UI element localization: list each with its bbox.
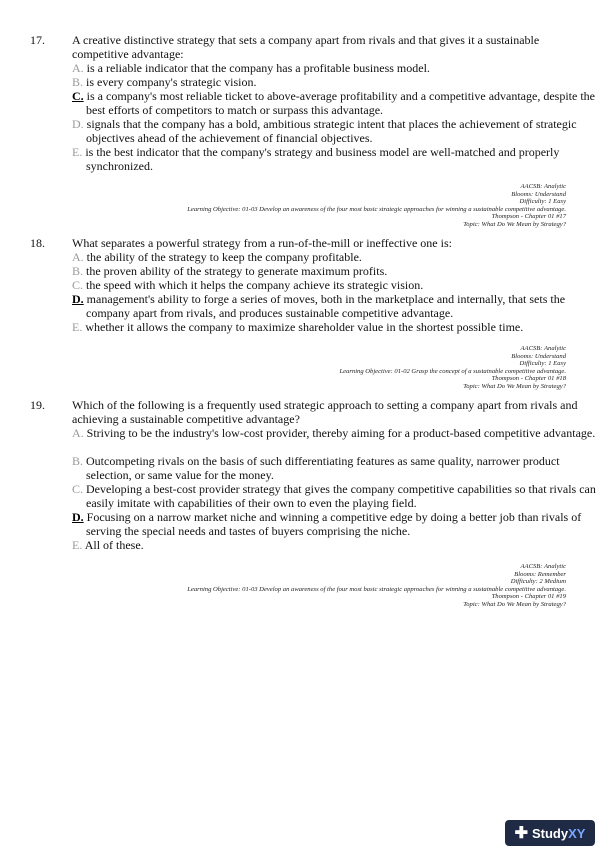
meta-line: Topic: What Do We Mean by Strategy? <box>463 382 566 390</box>
option-text: is a company's most reliable ticket to above-average profitability and a competitive advantage, despite the best efforts of competitors to match or surpass this advantage. <box>86 89 595 117</box>
option-letter: E. <box>72 320 83 334</box>
option-c-correct <box>72 89 596 117</box>
meta-line: Blooms: Remember <box>514 570 566 578</box>
option-b <box>72 75 582 89</box>
option-e <box>72 538 582 552</box>
option-letter: E. <box>72 145 83 159</box>
logo-text-accent: XY <box>568 825 586 841</box>
option-letter-correct: D. <box>72 510 84 524</box>
question-metadata <box>187 563 566 609</box>
option-d-correct <box>72 292 596 320</box>
option-letter: B. <box>72 454 84 468</box>
option-letter: B. <box>72 264 84 278</box>
option-text: Outcompeting rivals on the basis of such differentiating features as same quality, narrower product selection, or same value for the money. <box>86 454 560 482</box>
option-c <box>72 278 582 292</box>
option-text: Striving to be the industry's low-cost provider, thereby aiming for a product-based competitive advantage. <box>86 426 596 440</box>
meta-line: AACSB: Analytic <box>520 563 566 570</box>
option-letter-correct: D. <box>72 292 84 306</box>
option-d <box>72 117 596 145</box>
option-e <box>72 320 582 334</box>
option-letter: C. <box>72 482 84 496</box>
option-text: the proven ability of the strategy to generate maximum profits. <box>86 264 388 278</box>
logo-text-main: Study <box>531 825 569 841</box>
meta-line: Topic: What Do We Mean by Strategy? <box>463 600 566 608</box>
option-b <box>72 264 582 278</box>
meta-line: Thompson - Chapter 01 #18 <box>491 375 566 383</box>
option-b <box>72 454 596 482</box>
meta-line: Learning Objective: 01-03 Develop an awareness of the four most basic strategic approaches for winning a sustainable competitive advantage. <box>187 205 566 213</box>
option-letter: A. <box>72 250 84 264</box>
question-text: A creative distinctive strategy that sets a company apart from rivals and that gives it a sustainable competitive advantage: <box>72 33 540 61</box>
option-text: the ability of the strategy to keep the company profitable. <box>86 250 362 264</box>
meta-line: Difficulty: 1 Easy <box>519 360 566 368</box>
option-a <box>72 61 582 75</box>
option-text: Developing a best-cost provider strategy that gives the company competitive capabilities so that rivals can easily imitate with capabilities of their own to even the playing field. <box>86 482 596 510</box>
plus-icon: ✚ <box>514 825 528 842</box>
option-letter: E. <box>72 538 83 552</box>
option-text: is the best indicator that the company's strategy and business model are well-matched and properly synchronized. <box>85 145 560 173</box>
meta-line: Thompson - Chapter 01 #19 <box>491 593 566 601</box>
option-text: is every company's strategic vision. <box>86 75 257 89</box>
option-text: whether it allows the company to maximize shareholder value in the shortest possible time. <box>85 320 524 334</box>
question-metadata <box>187 183 566 229</box>
meta-line: Blooms: Understand <box>511 352 566 360</box>
option-text: All of these. <box>84 538 144 552</box>
option-letter: D. <box>72 117 84 131</box>
option-letter: C. <box>72 278 84 292</box>
meta-line: Learning Objective: 01-03 Develop an awareness of the four most basic strategic approaches for winning a sustainable competitive advantage. <box>187 585 566 593</box>
meta-line: Topic: What Do We Mean by Strategy? <box>463 220 566 228</box>
option-text: the speed with which it helps the company achieve its strategic vision. <box>86 278 424 292</box>
option-text: management's ability to forge a series of moves, both in the marketplace and internally, that sets the company apart from rivals, and produces sustainable competitive advantage. <box>86 292 566 320</box>
option-e <box>72 145 596 173</box>
option-letter: A. <box>72 426 84 440</box>
question-number: 18. <box>30 236 45 250</box>
option-text: is a reliable indicator that the company has a profitable business model. <box>86 61 430 75</box>
option-letter: B. <box>72 75 84 89</box>
meta-line: Learning Objective: 01-02 Grasp the concept of a sustainable competitive advantage. <box>339 367 566 375</box>
question-text: Which of the following is a frequently used strategic approach to setting a company apart from rivals and achieving a sustainable competitive advantage? <box>72 398 578 426</box>
meta-line: Blooms: Understand <box>511 190 566 198</box>
meta-line: Difficulty: 2 Medium <box>510 578 566 586</box>
option-a <box>72 250 582 264</box>
question-metadata <box>339 345 566 391</box>
option-d-correct <box>72 510 596 538</box>
question-number: 17. <box>30 33 45 47</box>
option-text: Focusing on a narrow market niche and winning a competitive edge by doing a better job than rivals of serving the special needs and tastes of buyers comprising the niche. <box>86 510 582 538</box>
meta-line: Thompson - Chapter 01 #17 <box>491 213 566 221</box>
question-number: 19. <box>30 398 45 412</box>
meta-line: AACSB: Analytic <box>520 345 566 352</box>
option-c <box>72 482 596 510</box>
meta-line: AACSB: Analytic <box>520 183 566 190</box>
option-text: signals that the company has a bold, ambitious strategic intent that places the achievement of strategic objectives ahead of the achievement of financial objectives. <box>86 117 577 145</box>
option-letter-correct: C. <box>72 89 84 103</box>
question-text: What separates a powerful strategy from a run-of-the-mill or ineffective one is: <box>72 236 452 250</box>
option-letter: A. <box>72 61 84 75</box>
studyxy-logo[interactable] <box>505 820 595 846</box>
meta-line: Difficulty: 1 Easy <box>519 198 566 206</box>
option-a <box>72 426 596 440</box>
